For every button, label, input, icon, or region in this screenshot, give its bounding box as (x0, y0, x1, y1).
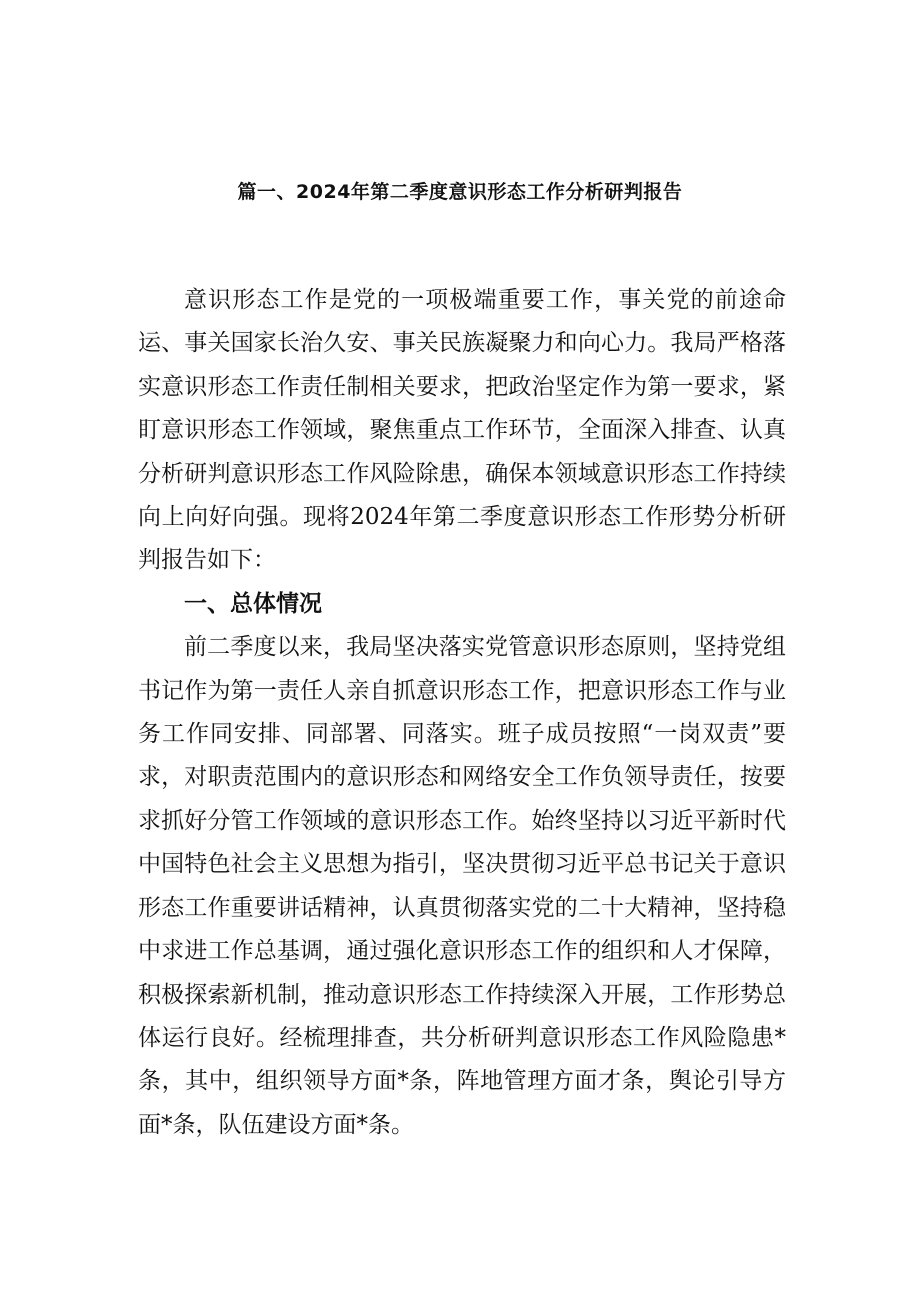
document-title: 篇一、2024年第二季度意识形态工作分析研判报告 (237, 181, 683, 203)
intro-paragraph: 意识形态工作是党的一项极端重要工作，事关党的前途命运、事关国家长治久安、事关民族凝聚力和向心力。我局严格落实意识形态工作责任制相关要求，把政治坚定作为第一要求，紧盯意识形态工作领域，聚焦重点工作环节，全面深入排查、认真分析研判意识形态工作风险除患，确保本领域意识形态工作持续向上向好向强。现将2024年第二季度意识形态工作形势分析研判报告如下： (138, 287, 786, 574)
section-heading-overall: 一、总体情况 (184, 590, 322, 617)
document-body (138, 279, 786, 1147)
section-paragraph-overall: 前二季度以来，我局坚决落实党管意识形态原则，坚持党组书记作为第一责任人亲自抓意识形态工作，把意识形态工作与业务工作同安排、同部署、同落实。班子成员按照“一岗双责”要求，对职责范围内的意识形态和网络安全工作负领导责任，按要求抓好分管工作领域的意识形态工作。始终坚持以习近平新时代中国特色社会主义思想为指引，坚决贯彻习近平总书记关于意识形态工作重要讲话精神，认真贯彻落实党的二十大精神，坚持稳中求进工作总基调，通过强化意识形态工作的组织和人才保障，积极探索新机制，推动意识形态工作持续深入开展，工作形势总体运行良好。经梳理排查，共分析研判意识形态工作风险隐患*条，其中，组织领导方面*条，阵地管理方面才条，舆论引导方面*条，队伍建设方面*条。 (138, 634, 786, 1138)
